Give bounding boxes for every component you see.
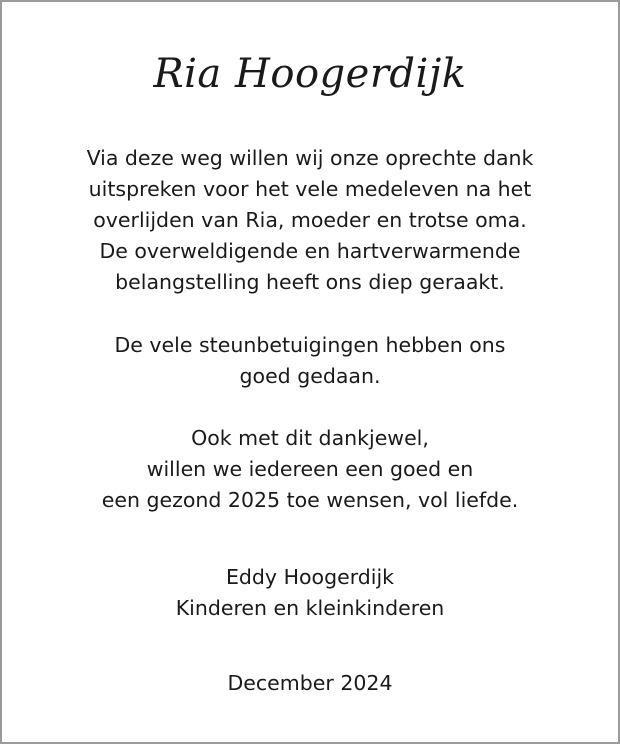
wishes-paragraph — [2, 423, 618, 516]
support-paragraph — [2, 330, 618, 392]
text-line: belangstelling heeft ons diep geraakt. — [115, 270, 505, 294]
signature-family: Kinderen en kleinkinderen — [175, 596, 445, 620]
signature-name: Eddy Hoogerdijk — [225, 565, 395, 589]
signature — [2, 562, 618, 624]
announcement-date: December 2024 — [227, 671, 393, 695]
announcement-title: Ria Hoogerdijk — [153, 51, 467, 97]
text-line: goed gedaan. — [239, 364, 381, 388]
thanks-paragraph — [2, 143, 618, 298]
text-line: Ook met dit dankjewel, — [191, 426, 429, 450]
text-line: uitspreken voor het vele medeleven na het — [88, 177, 532, 201]
text-line: een gezond 2025 toe wensen, vol liefde. — [101, 488, 519, 512]
date-block — [2, 668, 618, 699]
text-line: overlijden van Ria, moeder en trotse oma. — [93, 208, 527, 232]
text-line: Via deze weg willen wij onze oprechte dank — [86, 146, 534, 170]
text-line: De overweldigende en hartverwarmende — [99, 239, 521, 263]
text-line: willen we iedereen een goed en — [146, 457, 474, 481]
text-line: De vele steunbetuigingen hebben ons — [114, 333, 506, 357]
